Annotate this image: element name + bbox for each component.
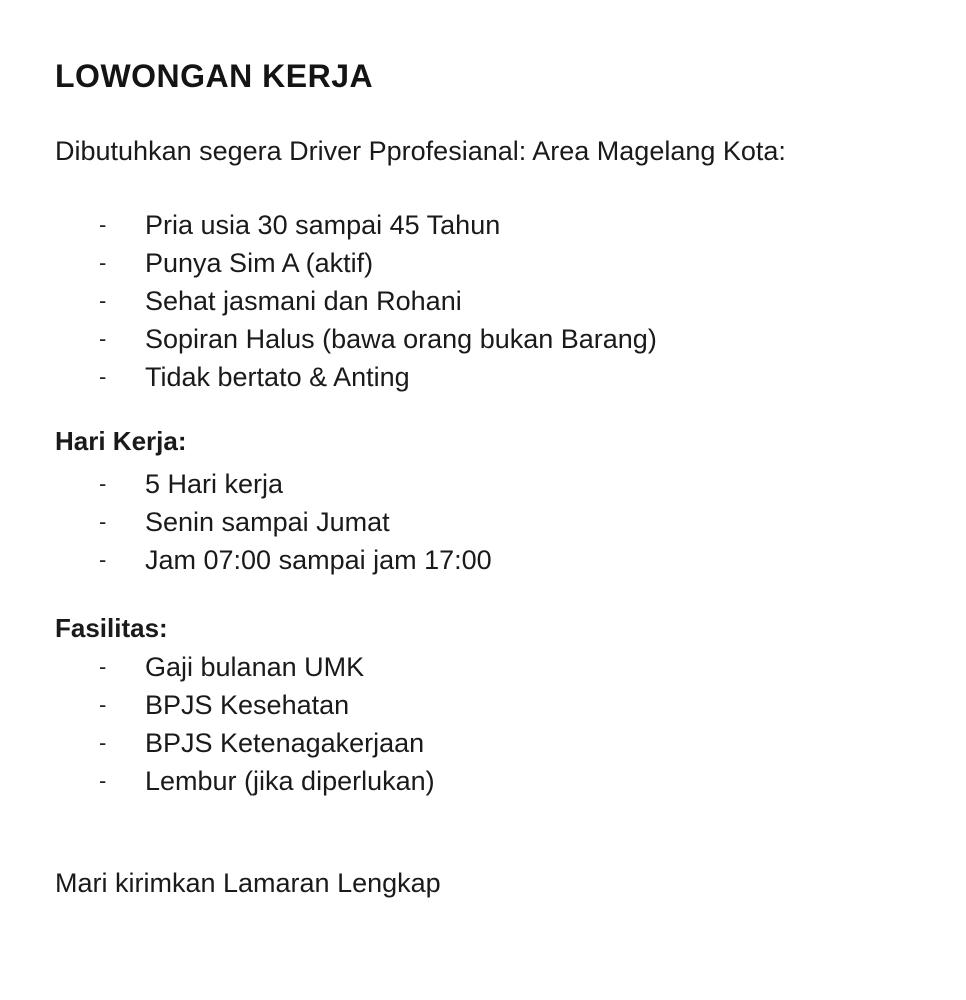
- dash-bullet-icon: -: [99, 364, 107, 389]
- work-days-heading: Hari Kerja:: [55, 426, 187, 456]
- requirement-text: Sehat jasmani dan Rohani: [145, 286, 462, 316]
- facility-text: BPJS Ketenagakerjaan: [145, 728, 425, 758]
- dash-bullet-icon: -: [99, 326, 107, 351]
- facility-text: BPJS Kesehatan: [145, 690, 350, 720]
- requirement-text: Pria usia 30 sampai 45 Tahun: [145, 210, 501, 240]
- dash-bullet-icon: -: [99, 509, 107, 534]
- work-day-text: Jam 07:00 sampai jam 17:00: [145, 545, 492, 575]
- facilities-heading: Fasilitas:: [55, 613, 168, 643]
- dash-bullet-icon: -: [99, 471, 107, 496]
- document-page: [55, 0, 935, 1000]
- work-day-text: Senin sampai Jumat: [145, 507, 390, 537]
- facility-text: Lembur (jika diperlukan): [145, 766, 435, 796]
- closing-text: Mari kirimkan Lamaran Lengkap: [55, 868, 441, 898]
- dash-bullet-icon: -: [99, 212, 107, 237]
- dash-bullet-icon: -: [99, 547, 107, 572]
- facility-text: Gaji bulanan UMK: [145, 652, 365, 682]
- dash-bullet-icon: -: [99, 692, 107, 717]
- dash-bullet-icon: -: [99, 654, 107, 679]
- page-title: LOWONGAN KERJA: [55, 58, 374, 94]
- dash-bullet-icon: -: [99, 288, 107, 313]
- intro-text: Dibutuhkan segera Driver Pprofesianal: Area Magelang Kota:: [55, 136, 786, 166]
- dash-bullet-icon: -: [99, 768, 107, 793]
- work-day-text: 5 Hari kerja: [145, 469, 284, 499]
- requirement-text: Tidak bertato & Anting: [145, 362, 410, 392]
- requirement-text: Sopiran Halus (bawa orang bukan Barang): [145, 324, 657, 354]
- dash-bullet-icon: -: [99, 250, 107, 275]
- requirement-text: Punya Sim A (aktif): [145, 248, 374, 278]
- dash-bullet-icon: -: [99, 730, 107, 755]
